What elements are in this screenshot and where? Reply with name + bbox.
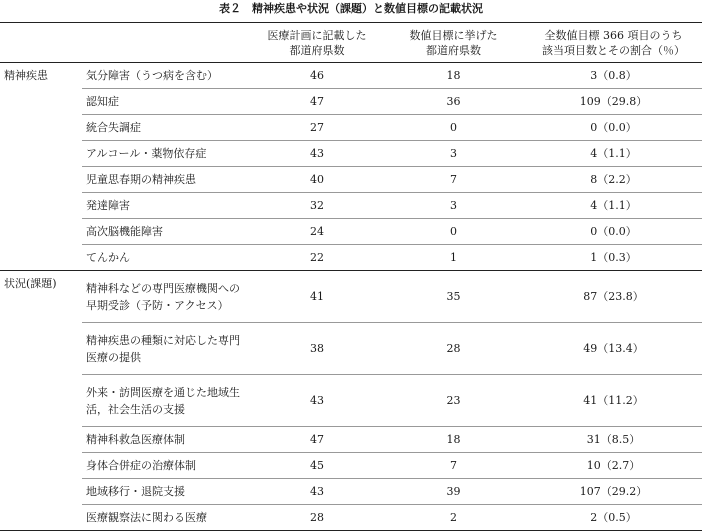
table-caption: 表２ 精神疾患や状況（課題）と数値目標の記載状況 [219,2,483,15]
row-label: 外来・訪問医療を通じた地域生活，社会生活の支援 [82,375,252,427]
target-count-cell: 3 [382,193,525,219]
target-count-cell: 3 [382,141,525,167]
row-label: 気分障害（うつ病を含む） [82,63,252,89]
plan-count-cell: 47 [252,427,382,453]
row-label: 統合失調症 [82,115,252,141]
header-line: 該当項目数とその割合（％） [542,43,685,57]
plan-count-cell: 22 [252,245,382,271]
row-label: 児童思春期の精神疾患 [82,167,252,193]
row-label: てんかん [82,245,252,271]
target-count-cell: 18 [382,427,525,453]
plan-count-cell: 43 [252,141,382,167]
target-count-cell: 2 [382,505,525,531]
table-row [0,89,702,115]
table-row [0,193,702,219]
row-label: 高次脳機能障害 [82,219,252,245]
share-cell: 4（1.1） [525,141,702,167]
target-count-cell: 23 [382,375,525,427]
table-row [0,427,702,453]
header-share [525,23,702,63]
table-row [0,245,702,271]
share-cell: 1（0.3） [525,245,702,271]
target-count-cell: 0 [382,219,525,245]
share-cell: 4（1.1） [525,193,702,219]
share-cell: 49（13.4） [525,323,702,375]
share-cell: 31（8.5） [525,427,702,453]
target-count-cell: 7 [382,453,525,479]
target-count-cell: 35 [382,271,525,323]
target-count-cell: 39 [382,479,525,505]
target-count-cell: 0 [382,115,525,141]
share-cell: 0（0.0） [525,115,702,141]
header-line: 数値目標に挙げた [409,28,498,42]
row-label: 医療観察法に関わる医療 [82,505,252,531]
plan-count-cell: 46 [252,63,382,89]
data-table [0,22,702,531]
table-row [0,141,702,167]
plan-count-cell: 40 [252,167,382,193]
header-line: 医療計画に記載した [267,28,367,42]
row-label: 精神疾患の種類に対応した専門医療の提供 [82,323,252,375]
plan-count-cell: 43 [252,479,382,505]
row-group-label: 精神疾患 [0,63,82,271]
table-row [0,219,702,245]
target-count-cell: 7 [382,167,525,193]
table-row [0,375,702,427]
table-row [0,479,702,505]
share-cell: 10（2.7） [525,453,702,479]
table-row [0,453,702,479]
row-label: 認知症 [82,89,252,115]
row-label: 精神科救急医療体制 [82,427,252,453]
table-row [0,115,702,141]
target-count-cell: 28 [382,323,525,375]
table-row [0,167,702,193]
plan-count-cell: 27 [252,115,382,141]
header-row [0,23,702,63]
header-line: 都道府県数 [289,43,345,57]
target-count-cell: 1 [382,245,525,271]
row-label: 精神科などの専門医療機関への早期受診（予防・アクセス） [82,271,252,323]
plan-count-cell: 41 [252,271,382,323]
share-cell: 8（2.2） [525,167,702,193]
plan-count-cell: 28 [252,505,382,531]
plan-count-cell: 47 [252,89,382,115]
share-cell: 0（0.0） [525,219,702,245]
header-category [0,23,82,63]
row-label: 身体合併症の治療体制 [82,453,252,479]
plan-count-cell: 32 [252,193,382,219]
header-target-count [382,23,525,63]
share-cell: 107（29.2） [525,479,702,505]
share-cell: 109（29.8） [525,89,702,115]
row-label: 地域移行・退院支援 [82,479,252,505]
plan-count-cell: 24 [252,219,382,245]
plan-count-cell: 43 [252,375,382,427]
row-group-label: 状況(課題) [0,271,82,531]
plan-count-cell: 45 [252,453,382,479]
table-row [0,271,702,323]
share-cell: 3（0.8） [525,63,702,89]
header-item [82,23,252,63]
share-cell: 41（11.2） [525,375,702,427]
plan-count-cell: 38 [252,323,382,375]
table-row [0,63,702,89]
table-body [0,63,702,531]
header-plan-count [252,23,382,63]
header-line: 全数値目標 366 項目のうち [544,28,683,42]
share-cell: 87（23.8） [525,271,702,323]
table-row [0,323,702,375]
row-label: アルコール・薬物依存症 [82,141,252,167]
table-row [0,505,702,531]
row-label: 発達障害 [82,193,252,219]
target-count-cell: 36 [382,89,525,115]
target-count-cell: 18 [382,63,525,89]
share-cell: 2（0.5） [525,505,702,531]
header-line: 都道府県数 [426,43,481,57]
table-header [0,23,702,63]
